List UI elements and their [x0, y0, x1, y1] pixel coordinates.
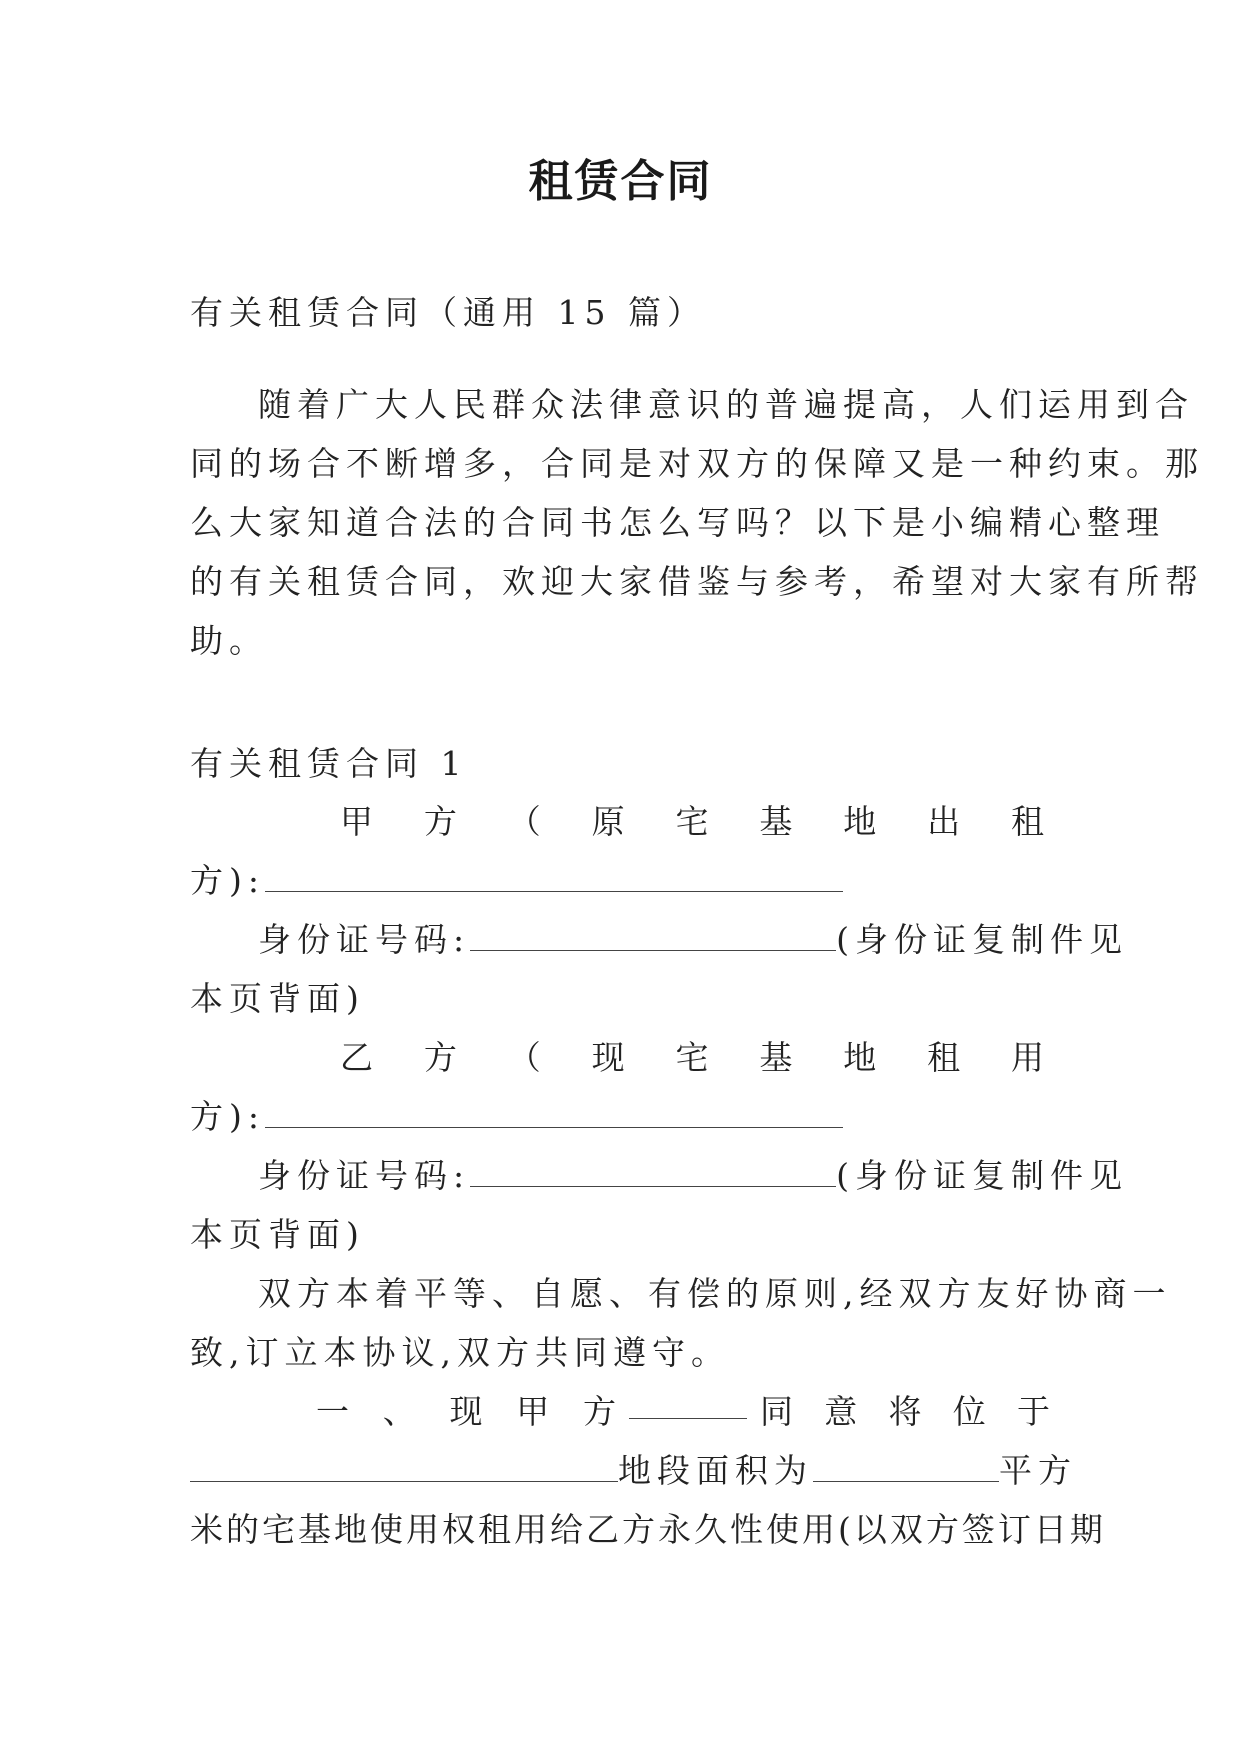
party-a-id-line: [190, 910, 1128, 969]
party-b-id-label: 身份证号码:: [258, 1156, 471, 1195]
party-b-line-1: 乙方（现宅基地租用: [340, 1038, 1050, 1077]
party-a-label: 方):: [190, 861, 265, 900]
party-a-name-blank[interactable]: [265, 855, 843, 892]
clause-1-line-3: 米的宅基地使用权租用给乙方永久性使用(以双方签订日期: [190, 1510, 1106, 1549]
party-b-name-blank[interactable]: [265, 1091, 843, 1128]
party-a-id-note: (身份证复制件见: [836, 920, 1128, 959]
intro-line-5: 助。: [190, 621, 268, 660]
clause-1-party-blank[interactable]: [629, 1382, 747, 1419]
section-heading: 有关租赁合同 1: [190, 744, 468, 783]
clause-1-area-blank[interactable]: [813, 1445, 999, 1482]
document-subtitle: 有关租赁合同（通用 15 篇）: [190, 293, 706, 332]
party-b-line-2: [190, 1087, 1050, 1146]
intro-line-4: 的有关租赁合同，欢迎大家借鉴与参考，希望对大家有所帮: [190, 562, 1204, 601]
party-b-id-line: [190, 1146, 1128, 1205]
clause-1-area-label: 地段面积为: [618, 1451, 813, 1490]
party-a-id-label: 身份证号码:: [258, 920, 471, 959]
party-b-id-blank[interactable]: [470, 1150, 836, 1187]
intro-line-1: 随着广大人民群众法律意识的普遍提高，人们运用到合: [258, 385, 1194, 424]
agreement-line-2: 致,订立本协议,双方共同遵守。: [190, 1333, 730, 1372]
party-b-id-note-cont: 本页背面): [190, 1215, 365, 1254]
party-a-id-note-cont: 本页背面): [190, 979, 365, 1018]
document-title: 租赁合同: [528, 156, 713, 207]
party-b-id-note: (身份证复制件见: [836, 1156, 1128, 1195]
party-a-id-blank[interactable]: [470, 914, 836, 951]
clause-1-line-2: [190, 1441, 1077, 1500]
party-a-line-2: [190, 851, 1050, 910]
clause-1-unit: 平方: [999, 1451, 1077, 1490]
intro-line-3: 么大家知道合法的合同书怎么写吗？以下是小编精心整理: [190, 503, 1165, 542]
party-b-label: 方):: [190, 1097, 265, 1136]
party-a-line-1: 甲方（原宅基地出租: [340, 802, 1050, 841]
clause-1-line-1: [190, 1382, 1050, 1441]
clause-1-location-blank[interactable]: [190, 1445, 618, 1482]
clause-1-part-b: 同意将位于: [760, 1392, 1050, 1431]
intro-line-2: 同的场合不断增多，合同是对双方的保障又是一种约束。那: [190, 444, 1204, 483]
agreement-line-1: 双方本着平等、自愿、有偿的原则,经双方友好协商一: [258, 1274, 1172, 1313]
clause-1-part-a: 一、现甲方: [316, 1392, 616, 1431]
